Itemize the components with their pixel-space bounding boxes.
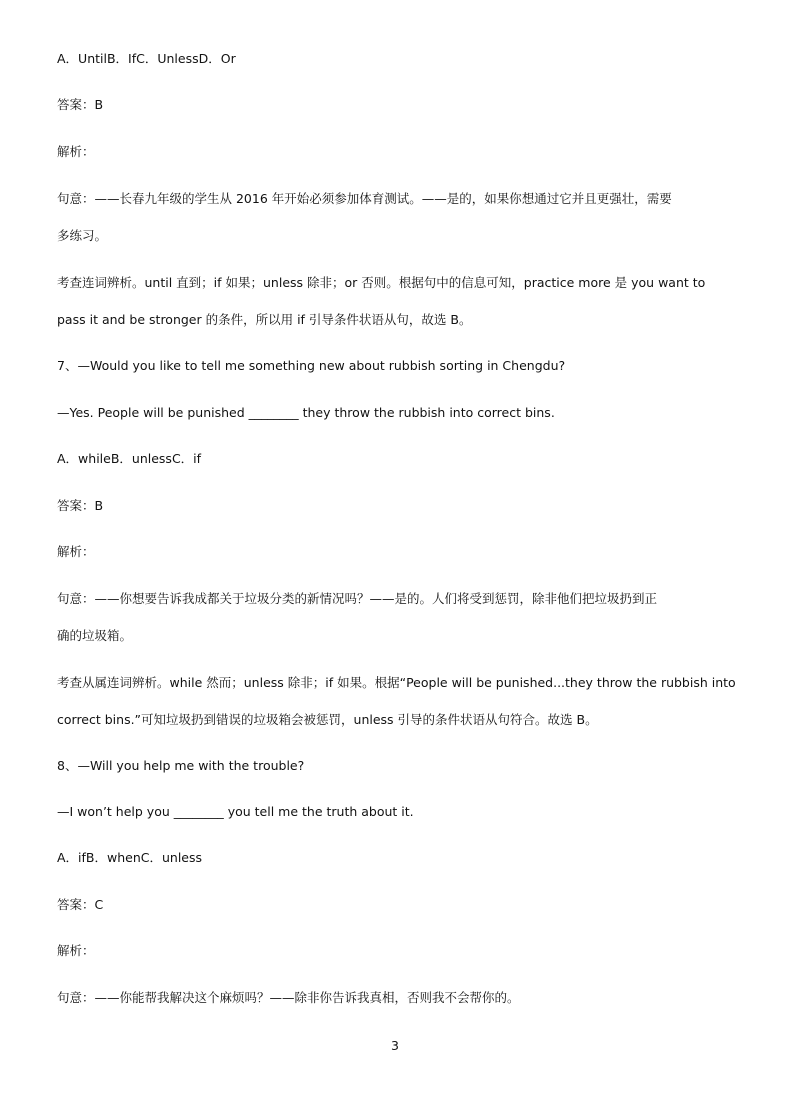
explanation-line: 考查连词辨析。until 直到；if 如果；unless 除非；or 否则。根据句中的信息可知，practice more 是 you want to xyxy=(57,275,706,290)
translation-line: 句意：——长春九年级的学生从 2016 年开始必须参加体育测试。——是的，如果你想通过它并且更强壮，需要 xyxy=(57,191,672,206)
answer-line: 答案：B xyxy=(57,97,104,112)
question-line: 8、—Will you help me with the trouble? xyxy=(57,758,305,773)
page-number: 3 xyxy=(391,1038,399,1053)
analysis-heading: 解析： xyxy=(57,943,95,958)
translation-line: 多练习。 xyxy=(57,228,108,243)
analysis-heading: 解析： xyxy=(57,544,95,559)
translation-line: 确的垃圾箱。 xyxy=(57,628,133,643)
translation-line: 句意：——你能帮我解决这个麻烦吗？——除非你告诉我真相，否则我不会帮你的。 xyxy=(57,990,520,1005)
question-line: —Yes. People will be punished ________ they throw the rubbish into correct bins. xyxy=(57,405,555,420)
analysis-heading: 解析： xyxy=(57,144,95,159)
answer-line: 答案：B xyxy=(57,498,104,513)
explanation-line: correct bins.”可知垃圾扔到错误的垃圾箱会被惩罚，unless 引导的条件状语从句符合。故选 B。 xyxy=(57,712,598,727)
answer-line: 答案：C xyxy=(57,897,104,912)
question-line: —I won’t help you ________ you tell me the truth about it. xyxy=(57,804,414,819)
options-line: A．ifB．whenC．unless xyxy=(57,850,203,865)
translation-line: 句意：——你想要告诉我成都关于垃圾分类的新情况吗？——是的。人们将受到惩罚，除非他们把垃圾扔到正 xyxy=(57,591,658,606)
options-line: A．whileB．unlessC．if xyxy=(57,451,202,466)
options-line: A．UntilB．IfC．UnlessD．Or xyxy=(57,51,236,66)
explanation-line: 考查从属连词辨析。while 然而；unless 除非；if 如果。根据“People will be punished...they throw the rubbish into xyxy=(57,675,736,690)
question-line: 7、—Would you like to tell me something new about rubbish sorting in Chengdu? xyxy=(57,358,566,373)
explanation-line: pass it and be stronger 的条件，所以用 if 引导条件状语从句，故选 B。 xyxy=(57,312,472,327)
